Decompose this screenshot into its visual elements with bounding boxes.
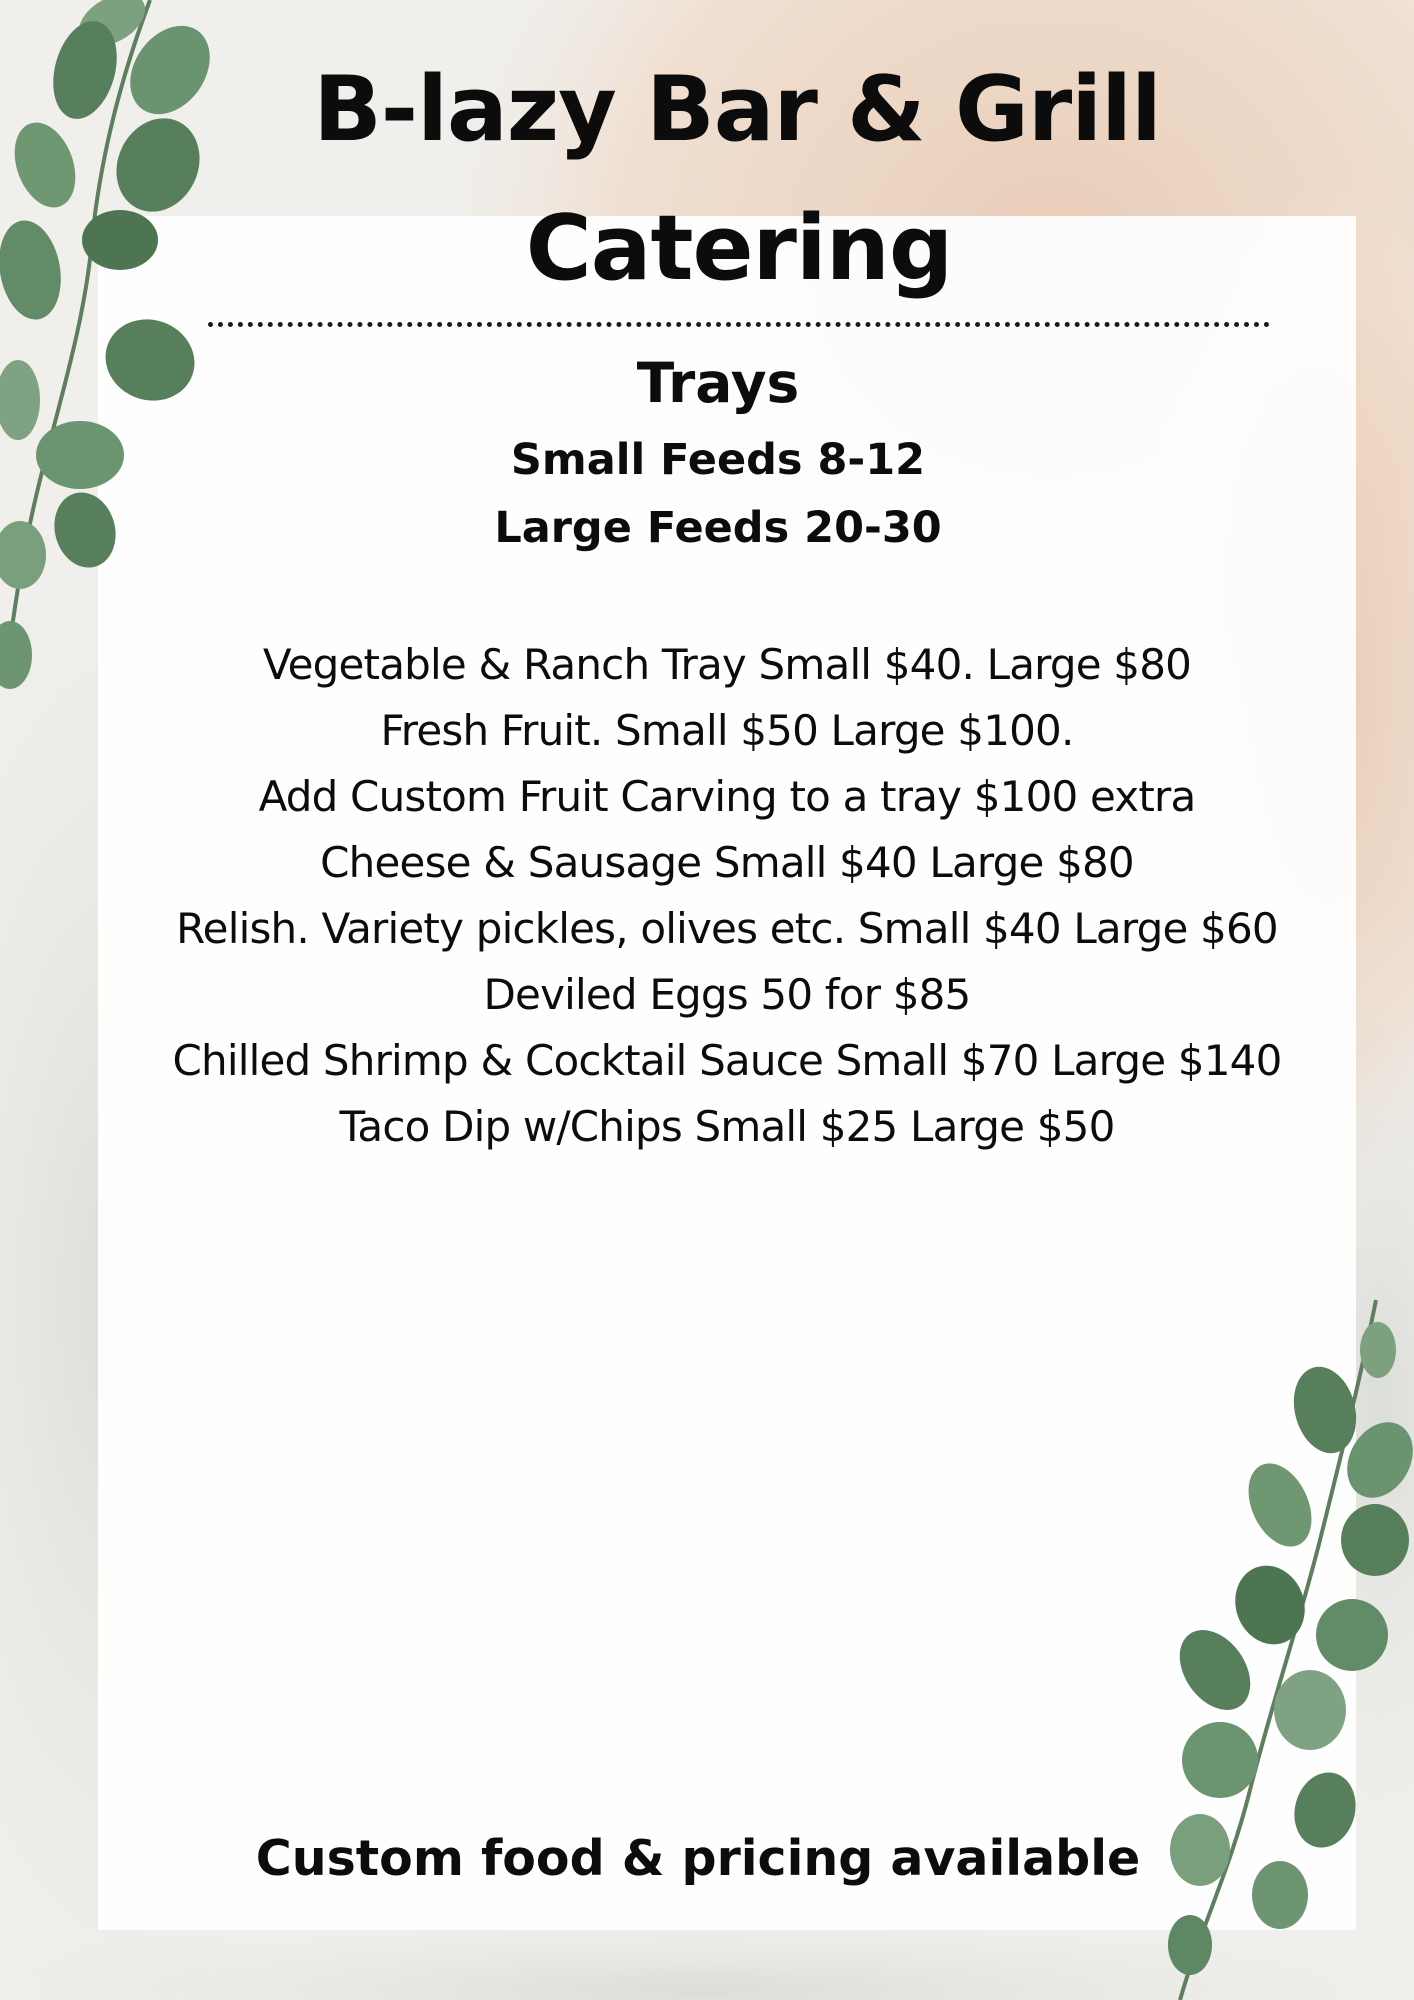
footer-note: Custom food & pricing available xyxy=(255,1830,1141,1887)
serving-size-small: Small Feeds 8-12 xyxy=(510,435,926,485)
list-item: Deviled Eggs 50 for $85 xyxy=(483,970,971,1019)
list-item: Fresh Fruit. Small $50 Large $100. xyxy=(380,706,1074,755)
eucalyptus-branch-icon xyxy=(1160,1290,1414,2000)
list-item: Chilled Shrimp & Cocktail Sauce Small $70 Large $140 xyxy=(172,1036,1282,1085)
list-item: Add Custom Fruit Carving to a tray $100 extra xyxy=(258,772,1196,821)
list-item: Relish. Variety pickles, olives etc. Small $40 Large $60 xyxy=(176,904,1278,953)
list-item: Taco Dip w/Chips Small $25 Large $50 xyxy=(339,1102,1115,1151)
tray-list xyxy=(98,632,1356,1160)
serving-size-large: Large Feeds 20-30 xyxy=(494,503,942,553)
page-title: B-lazy Bar & Grill xyxy=(313,57,1161,162)
dotted-divider xyxy=(208,322,1270,327)
section-heading: Trays xyxy=(636,351,800,415)
list-item: Vegetable & Ranch Tray Small $40. Large $80 xyxy=(262,640,1192,689)
list-item: Cheese & Sausage Small $40 Large $80 xyxy=(320,838,1134,887)
page-subtitle: Catering xyxy=(525,196,953,301)
